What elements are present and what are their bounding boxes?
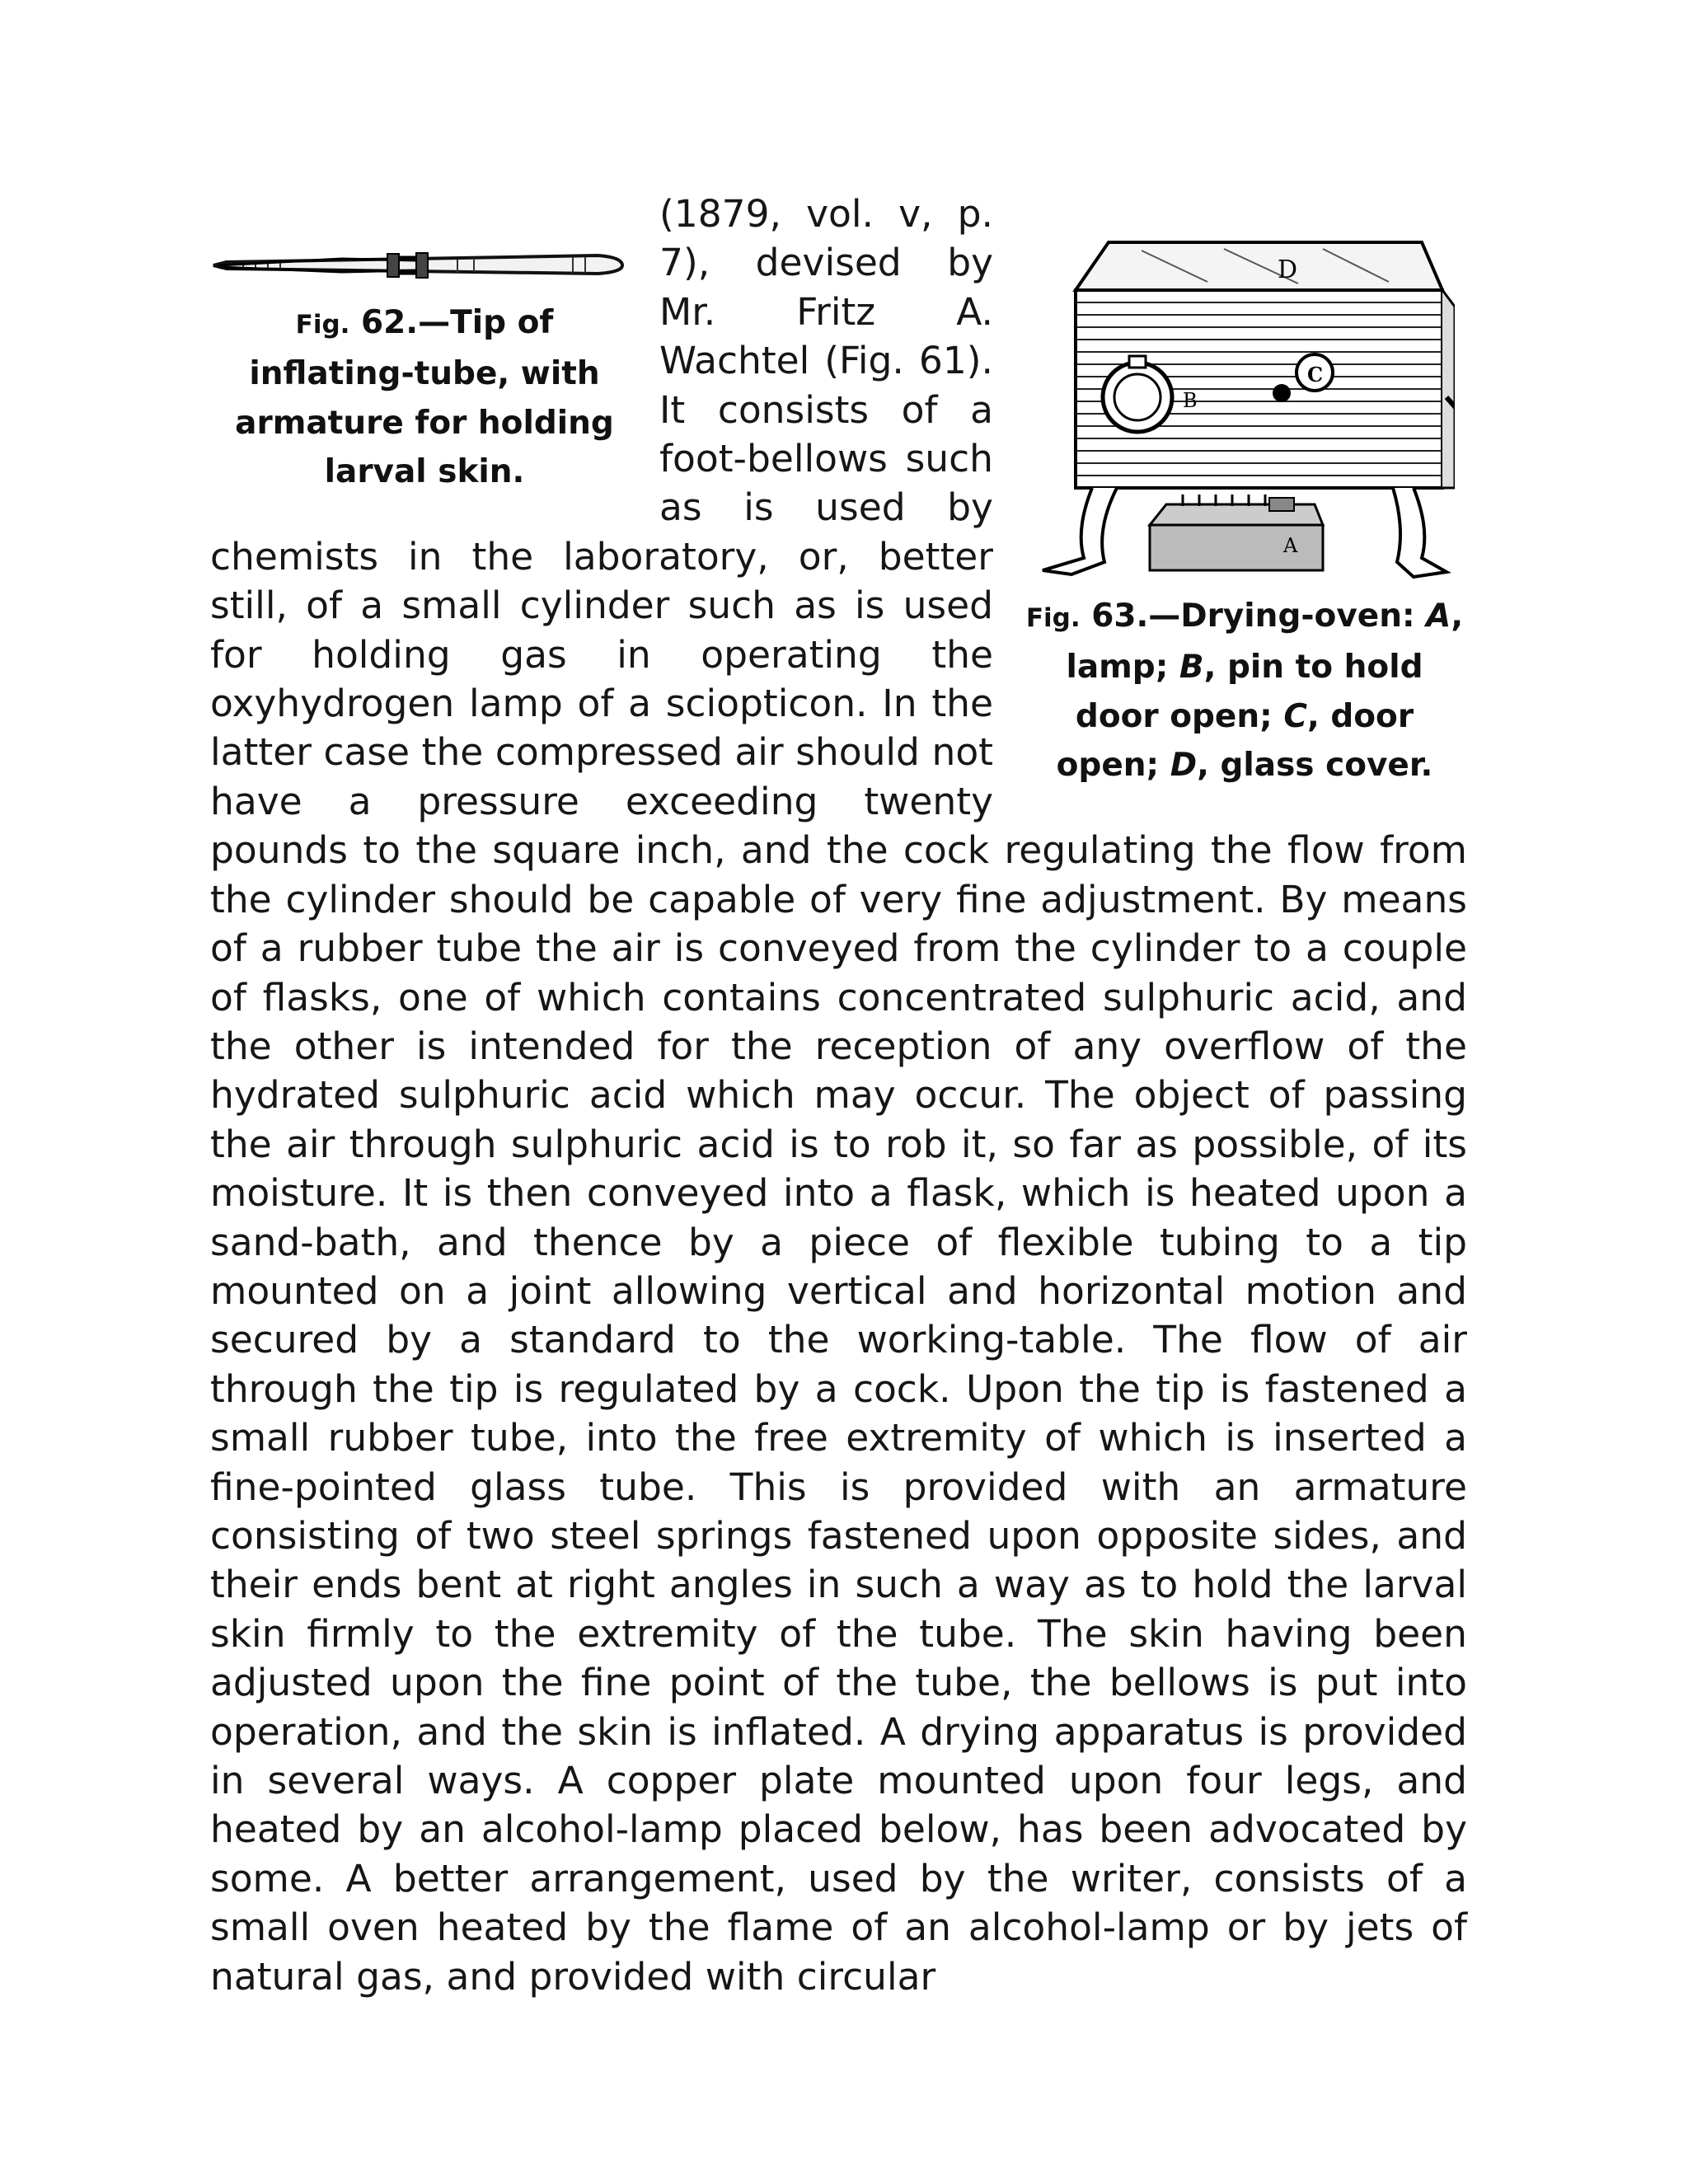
figure-62-caption [210, 298, 639, 497]
figure-62-label-number: 62. [361, 304, 419, 341]
figure-63-caption-3: , pin to hold door open; [1075, 649, 1423, 735]
drying-oven-label-d: D [1278, 255, 1298, 284]
page [210, 190, 1467, 2001]
drying-oven-label-b: B [1183, 389, 1198, 412]
figure-62-caption-text: —Tip of inflating-tube, with armature for holding larval skin. [235, 304, 614, 491]
figure-63-key-a: A [1426, 598, 1451, 635]
figure-62-label-prefix: Fig. [295, 310, 350, 340]
figure-63-caption-4: , door open; [1056, 697, 1414, 785]
drying-oven-illustration [1026, 232, 1455, 587]
figure-63-key-c: C [1283, 697, 1307, 735]
figure-63-key-d: D [1170, 747, 1198, 785]
figure-63-caption-5: , glass cover. [1197, 747, 1433, 785]
figure-63 [1022, 190, 1467, 790]
figure-63-caption [1022, 592, 1467, 790]
figure-63-label-number: 63. [1091, 598, 1149, 635]
body-paragraph: (1879, vol. v, p. 7), devised by Mr. Fritz A. Wachtel (Fig. 61). It consists of a foot-bellows such as is used by chemists in the laboratory, or, better still, of a small cylinder such as is used for holding gas in operating the oxyhydrogen lamp of a sciopticon. In the latter case the compressed air should not have a pressure exceeding twenty pounds to the square inch, and the cock regulating the flow from the cylinder should be capable of very fine adjustment. By means of a rubber tube the air is conveyed from the cylinder to a couple of flasks, one of which contains concentrated sulphuric acid, and the other is intended for the reception of any overflow of the hydrated sulphuric acid which may occur. The object of passing the air through sulphuric acid is to rob it, so far as possible, of its moisture. It is then conveyed into a flask, which is heated upon a sand-bath, and thence by a piece of flexible tubing to a tip mounted on a joint allowing vertical and horizontal motion and secured by a standard to the working-table. The flow of air through the tip is regulated by a cock. Upon the tip is fastened a small rubber tube, into the free extremity of which is inserted a fine-pointed glass tube. This is provided with an armature consisting of two steel springs fastened upon opposite sides, and their ends bent at right angles in such a way as to hold the larval skin firmly to the extremity of the tube. The skin having been adjusted upon the fine point of the tube, the bellows is put into operation, and the skin is inflated. A drying apparatus is provided in several ways. A copper plate mounted upon four legs, and heated by an alcohol-lamp placed below, has been advocated by some. A better arrangement, used by the writer, consists of a small oven heated by the flame of an alcohol-lamp or by jets of natural gas, and provided with circular [210, 192, 1467, 1999]
drying-oven-label-c: C [1307, 363, 1324, 387]
figure-62 [210, 190, 639, 497]
inflating-tube-illustration [210, 237, 631, 295]
figure-63-caption-1: —Drying-oven: [1148, 598, 1427, 635]
figure-63-key-b: B [1179, 649, 1204, 687]
figure-63-caption-2: , lamp; [1066, 598, 1464, 687]
drying-oven-label-a: A [1283, 534, 1298, 557]
figure-63-label-prefix: Fig. [1025, 603, 1081, 633]
